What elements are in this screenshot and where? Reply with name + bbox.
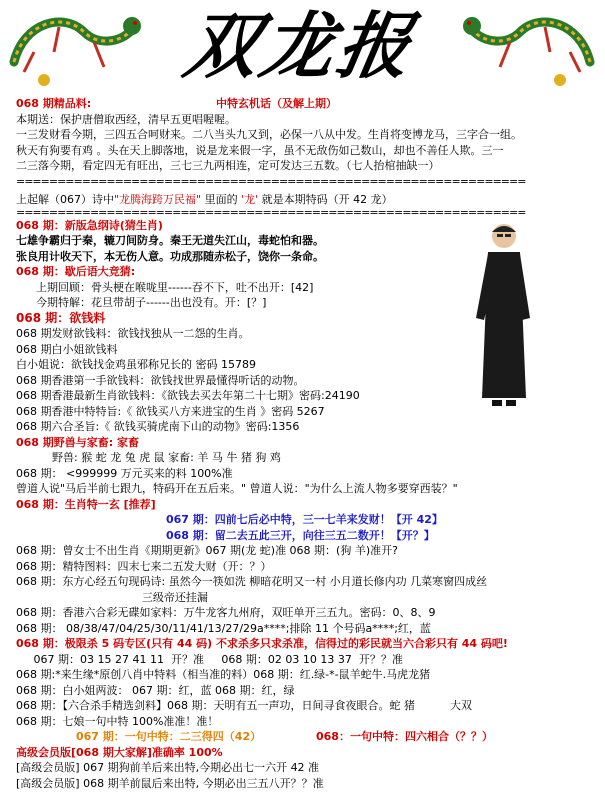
s9-line: 067 期：03 15 27 41 11 开？准 068 期：02 03 10 13 37 开？？准 [16, 652, 403, 666]
dragon-left-icon [4, 2, 144, 92]
separator: ============================================================== [16, 174, 526, 188]
s3-line: 张良用计收天下，本无伤人意。功成那随赤松子，饶你一条命。 [16, 249, 324, 263]
s2-pre: 上起解（067）诗中 [16, 193, 114, 206]
s2-quote: "龙腾海跨万民福" [114, 193, 202, 206]
s9-line: 068 期： 08/38/47/04/25/30/11/41/13/27/29a****;排除 11 个号码a****;红，蓝 [16, 621, 431, 635]
s5-line: 068 期六合圣旨:《 欲钱买骑虎南下山的动物》密码:1356 [16, 420, 300, 433]
s9-line: 068 期：【六合杀手精选剑料】068 期：天明有五一声功，日间寻食夜眼合。蛇 猪 大双 [16, 699, 472, 712]
s1-header [16, 96, 596, 112]
s8-title: 068 期：生肖特一玄 [推荐] [16, 497, 156, 511]
s4-title: 068 期：歇后语大竞猜: [16, 265, 136, 278]
s9-line: 068 期：香港六合彩无碟如家料：万牛龙客九州府，双旺单开三五九。密码：0、8、9 [16, 606, 436, 619]
s2-line [16, 192, 596, 208]
dragon-right-icon [460, 2, 600, 92]
s3-title: 068 期：新版急纲诗(猜生肖) [16, 218, 163, 232]
s1-line: 本期送：保护唐僧取西经，清早五更唱喔喔。 [16, 112, 236, 126]
s5-line: 068 期香港第一手欲钱料：欲钱找世界最懂得听话的动物。 [16, 373, 305, 387]
s3-line: 七雄争霸归于秦，辘刀间防身。秦王无道失江山，毒蛇怕和器。 [16, 234, 324, 247]
s10-left: 067 期：一句中特：二三得四（42） [76, 730, 262, 743]
s8-line-067: 067 期：四前七后必中特，三一七羊来发财！【开 42】 [166, 513, 443, 526]
main-content [16, 96, 596, 791]
s5-line: 068 期白小姐欲钱料 [16, 342, 118, 356]
s9-line: 068 期：七娘一句中特 100%准准！准！ [16, 714, 219, 728]
s1-line: 二三落今期，看定四无有旺出，三七三九两相连，定可发达三五数。（七人抬棺抽缺一） [16, 159, 440, 172]
s4-line: 今期特解：花旦带胡子------出也没有。开：[？] [36, 296, 267, 309]
s1-line: 秋天有狗要有鸡 。头在天上脚落地，说是龙来假一字，虽不无敌伤如己数山，却也不善任人欺。三一 [16, 143, 504, 157]
s11-line: [高级会员版] 067 期狗前羊后来出特,今期必出七一六开 42 准 [16, 761, 320, 774]
s11-line: [高级会员版] 068 期羊前鼠后来出特, 今期必出三五八开？？准 [16, 776, 324, 790]
s5-line: 068 期香港最新生肖欲钱料：《欲钱去买去年第二十七期》密码:24190 [16, 389, 360, 402]
s9-line: 三级帝还挂漏 [16, 590, 208, 604]
s9-line: 068 期:*来生缘*原创八肖中特料（相当准的料）068 期：红.绿-*-鼠羊蛇牛.马虎龙猪 [16, 668, 431, 681]
s7-line: 068 期： <999999 万元买来的料 100%准 [16, 466, 233, 480]
s9-line: 068 期：曾女士不出生肖《期期更新》067 期(龙 蛇)准 068 期：(狗 羊)准开? [16, 544, 398, 557]
s10-line [16, 729, 596, 745]
logo-title: 双龙报 [178, 3, 422, 88]
s9-line: 068 期：白小姐两波： 067 期：红，蓝 068 期：红，绿 [16, 683, 295, 697]
s9-line: 068 期：精特图料：四末七来二五发大财（开：？） [16, 559, 272, 573]
s9-line: 068 期：极限杀 5 码专区(只有 44 码) 不求杀多只求杀准，信得过的彩民就当六合彩只有 44 码吧! [16, 637, 508, 650]
separator: ============================================================== [16, 207, 526, 218]
s1-head-left: 068 期精品料: [16, 97, 92, 110]
s7-line: 曾道人说"马后半前七跟九，特码开在五后来。" 曾道人说："为什么上流人物多要穿西装？" [16, 482, 458, 495]
s2-post: 就是本期特码（开 42 龙） [258, 193, 393, 206]
s10-right: 068：一句中特：四六相合（？？） [316, 730, 493, 743]
s4-line: 上期回顾：骨头梗在喉咙里------吞不下，吐不出开：[42] [36, 280, 314, 294]
s1-line: 一三发财看今期，三四五合呵财来。二八当头九又到，必保一八从中发。生肖将变博龙马，三字合一组。 [16, 128, 522, 141]
s5-line: 068 期香港中特特旨:《 欲钱买八方来进宝的生肖 》密码 5267 [16, 404, 325, 418]
header [0, 0, 605, 96]
s6-line: 野兽: 猴 蛇 龙 兔 虎 鼠 家畜: 羊 马 牛 猪 狗 鸡 [52, 451, 281, 464]
s2-mid: 里面的 [201, 193, 242, 206]
s9-line: 068 期：东方心经五句现码诗: 虽然今一筷如洗 柳暗花明又一村 小月道长修内功 几菜寒窗四成丝 [16, 575, 488, 588]
s1-head-right: 中特玄机话（及解上期） [216, 97, 337, 110]
s5-line: 068 期发财欲钱料：欲钱找独从一二怨的生肖。 [16, 327, 250, 340]
s11-title: 高级会员版[068 期大家解]准确率 100% [16, 745, 223, 759]
s5-title: 068 期：欲钱料 [16, 310, 106, 325]
s2-char: '龙' [241, 193, 259, 206]
s6-title: 068 期野兽与家畜: 家畜 [16, 435, 140, 449]
s5-line: 白小姐说：欲钱找金鸡虽邪称兄长的 密码 15789 [16, 358, 256, 371]
s8-line-068: 068 期：留二去五此三开，向往三五二数开！【开？】 [166, 528, 435, 542]
